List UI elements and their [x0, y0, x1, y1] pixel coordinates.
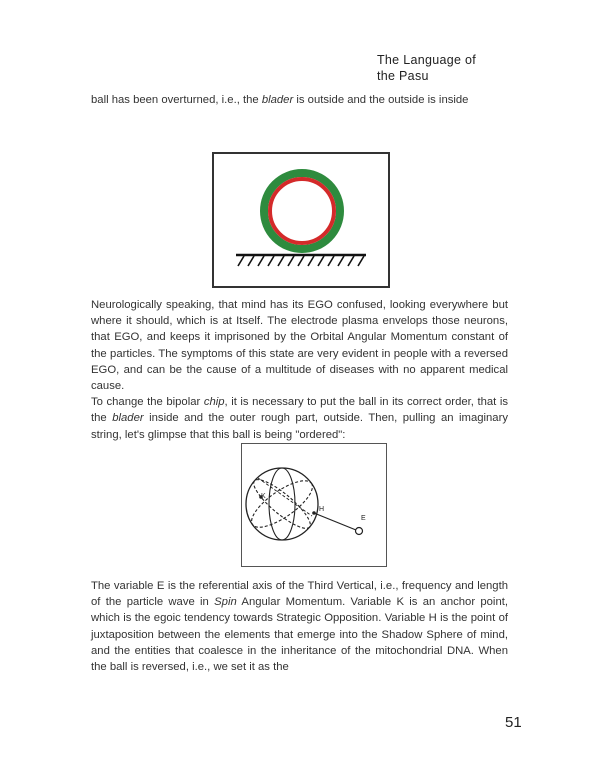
hatch-tick: [318, 256, 324, 266]
hatch-tick: [238, 256, 244, 266]
page-number: 51: [505, 714, 522, 731]
header-line-2: the Pasu: [377, 69, 429, 83]
p1-text-2: is outside and the outside is inside: [293, 94, 469, 106]
sphere-meridian-1: [269, 468, 295, 540]
p3-italic-spin: Spin: [214, 596, 237, 609]
hatch-tick: [278, 256, 284, 266]
p2-text-2: To change the bipolar: [91, 396, 204, 409]
p1-text-1: ball has been overturned, i.e., the: [91, 94, 262, 106]
hatch-tick: [308, 256, 314, 266]
hatch-tick: [328, 256, 334, 266]
string-line: [314, 513, 356, 530]
p1-italic-blader: blader: [261, 94, 294, 106]
label-h: H: [319, 506, 325, 513]
p2-text-4: inside and the outer rough part, outside. Then, pulling an imaginary string, let's glimpse that this ball is being "ordered":: [91, 412, 508, 441]
sphere-meridian-3: [248, 473, 316, 535]
hatch-tick: [358, 256, 364, 266]
header-line-1: The Language of: [377, 53, 477, 67]
figure-sphere-string: [241, 443, 387, 567]
ground-hatching: [238, 256, 364, 266]
hatch-tick: [348, 256, 354, 266]
paragraph-3: [91, 578, 508, 675]
sphere-meridian-2: [245, 473, 319, 536]
sphere-outline: [246, 468, 318, 540]
hatch-tick: [338, 256, 344, 266]
p2-italic-chip: chip: [203, 396, 225, 409]
p3-text-2: Angular Momentum. Variable K is an anchor point, which is the egoic tendency towards Strategic Opposition. Variable H is the point of juxtaposition between the elements that emerge into the Shadow Sphere of mind, and the entities that coalesce in the inheritance of the mitochondrial DNA. When the ball is reversed, i.e., we set it as the: [91, 596, 509, 674]
ball-outer-ring: [264, 173, 340, 249]
label-e: E: [361, 515, 366, 522]
running-header: [377, 52, 547, 84]
hatch-tick: [258, 256, 264, 266]
p2-text-1: Neurologically speaking, that mind has its EGO confused, looking everywhere but where it should, which is at Itself. The electrode plasma envelops those neurons, that EGO, and keeps it imprisoned by the Orbital Angular Momentum constant of the particles. The symptoms of this state are very evident in people with a reversed EGO, and can be the cause of a multitude of diseases with no apparent medical cause.: [91, 299, 508, 393]
ball-diagram: [214, 154, 388, 286]
p3-text-1: The variable E is the referential axis of the Third Vertical, i.e., frequency and length of the particle wave in: [91, 580, 508, 609]
point-h: [312, 511, 316, 515]
paragraph-2: [91, 297, 508, 443]
paragraph-1: [91, 92, 508, 108]
hatch-tick: [248, 256, 254, 266]
p2-italic-blader: blader: [112, 412, 144, 425]
hatch-tick: [288, 256, 294, 266]
sphere-diagram: [242, 444, 386, 566]
sphere-axis: [258, 478, 312, 516]
label-k: K: [261, 493, 266, 500]
point-e-knob: [356, 528, 363, 535]
figure-ball-on-surface: [212, 152, 390, 288]
p2-text-3: , it is necessary to put the ball in its correct order, that is the: [91, 396, 509, 425]
hatch-tick: [298, 256, 304, 266]
ball-inner-ring: [270, 179, 334, 243]
hatch-tick: [268, 256, 274, 266]
